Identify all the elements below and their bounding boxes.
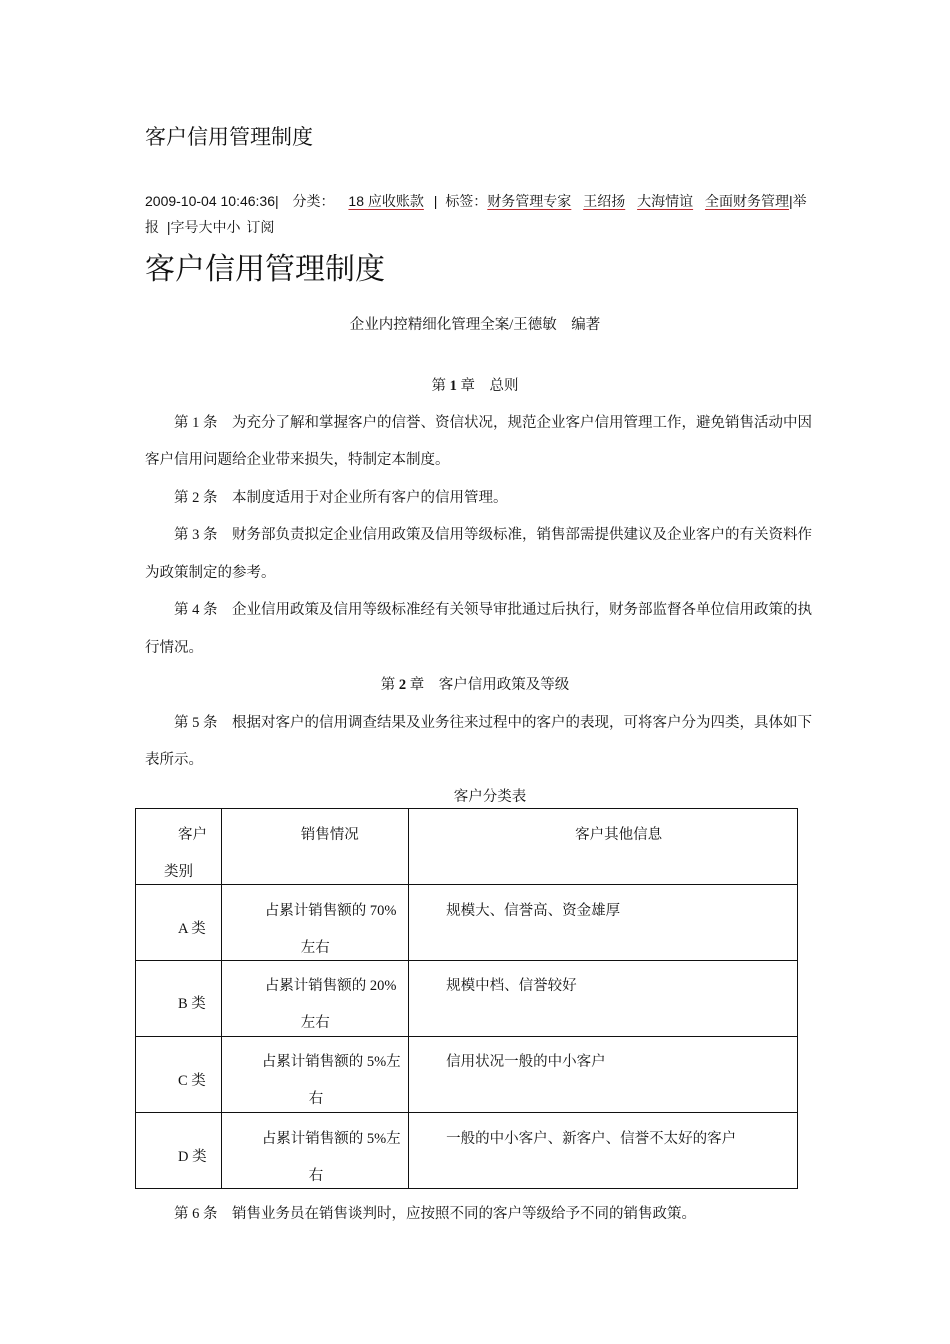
article-5-line1: 第 5 条 根据对客户的信用调查结果及业务往来过程中的客户的表现，可将客户分为四类，具体如下: [174, 715, 812, 731]
article-5-line2: 表所示。: [145, 752, 203, 768]
article-1-line1: 第 1 条 为充分了解和掌握客户的信誉、资信状况，规范企业客户信用管理工作，避免销售活动中因: [174, 415, 812, 431]
tag-link[interactable]: 王绍扬: [583, 193, 626, 209]
category-label: 分类：: [292, 193, 335, 209]
customer-type-cell: B 类: [136, 961, 222, 1037]
font-size-control[interactable]: |字号大中小: [166, 219, 241, 235]
customer-type-cell: A 类: [136, 885, 222, 961]
table-header-cell: 客户 类别: [136, 809, 222, 885]
table-row: [136, 1037, 798, 1113]
customer-type-cell: D 类: [136, 1113, 222, 1189]
table-row: [136, 885, 798, 961]
table-header-cell: 销售情况: [221, 809, 408, 885]
table-row: [136, 961, 798, 1037]
table-header-cell: 客户其他信息: [409, 809, 798, 885]
chapter-1-heading: 第 1 章 总则: [431, 378, 519, 394]
article-3-line2: 为政策制定的参考。: [145, 565, 276, 581]
sales-cell: 占累计销售额的 20% 左右: [221, 961, 408, 1037]
post-meta-2: [145, 217, 274, 237]
chapter-2-heading: 第 2 章 客户信用政策及等级: [380, 677, 570, 693]
tags-label: 标签：: [445, 193, 488, 209]
article-4-line2: 行情况。: [145, 640, 203, 656]
subscribe-link[interactable]: 订阅: [246, 219, 275, 235]
source-line: 企业内控精细化管理全案/王德敏 编著: [349, 317, 601, 333]
table-row: [136, 1113, 798, 1189]
article-4-line1: 第 4 条 企业信用政策及信用等级标准经有关领导审批通过后执行，财务部监督各单位信用政策的执: [174, 602, 812, 618]
meta-separator: |: [433, 193, 438, 209]
sales-cell: 占累计销售额的 5%左 右: [221, 1113, 408, 1189]
post-datetime: 2009-10-04 10:46:36|: [145, 193, 279, 209]
article-1-line2: 客户信用问题给企业带来损失，特制定本制度。: [145, 452, 450, 468]
article-2: 第 2 条 本制度适用于对企业所有客户的信用管理。: [174, 490, 508, 506]
info-cell: 一般的中小客户、新客户、信誉不太好的客户: [409, 1113, 798, 1189]
sales-cell: 占累计销售额的 70% 左右: [221, 885, 408, 961]
info-cell: 规模中档、信誉较好: [409, 961, 798, 1037]
info-cell: 信用状况一般的中小客户: [409, 1037, 798, 1113]
customer-type-cell: C 类: [136, 1037, 222, 1113]
customer-classification-table: [135, 808, 798, 1189]
info-cell: 规模大、信誉高、资金雄厚: [409, 885, 798, 961]
sales-cell: 占累计销售额的 5%左 右: [221, 1037, 408, 1113]
post-meta: [145, 191, 789, 211]
report-link[interactable]: |举: [789, 193, 807, 209]
article-6: 第 6 条 销售业务员在销售谈判时，应按照不同的客户等级给予不同的销售政策。: [174, 1206, 696, 1222]
tag-link[interactable]: 大海情谊: [637, 193, 694, 209]
document-title: 客户信用管理制度: [145, 253, 385, 286]
category-link[interactable]: 18 应收账款: [348, 193, 424, 209]
tag-link[interactable]: 全面财务管理: [704, 193, 789, 209]
article-3-line1: 第 3 条 财务部负责拟定企业信用政策及信用等级标准，销售部需提供建议及企业客户的有关资料作: [174, 527, 812, 543]
report-link-end[interactable]: 报: [145, 219, 159, 235]
table-caption: 客户分类表: [453, 789, 527, 805]
page-title-small: 客户信用管理制度: [145, 126, 313, 149]
tag-link[interactable]: 财务管理专家: [487, 193, 572, 209]
table-header-row: [136, 809, 798, 885]
